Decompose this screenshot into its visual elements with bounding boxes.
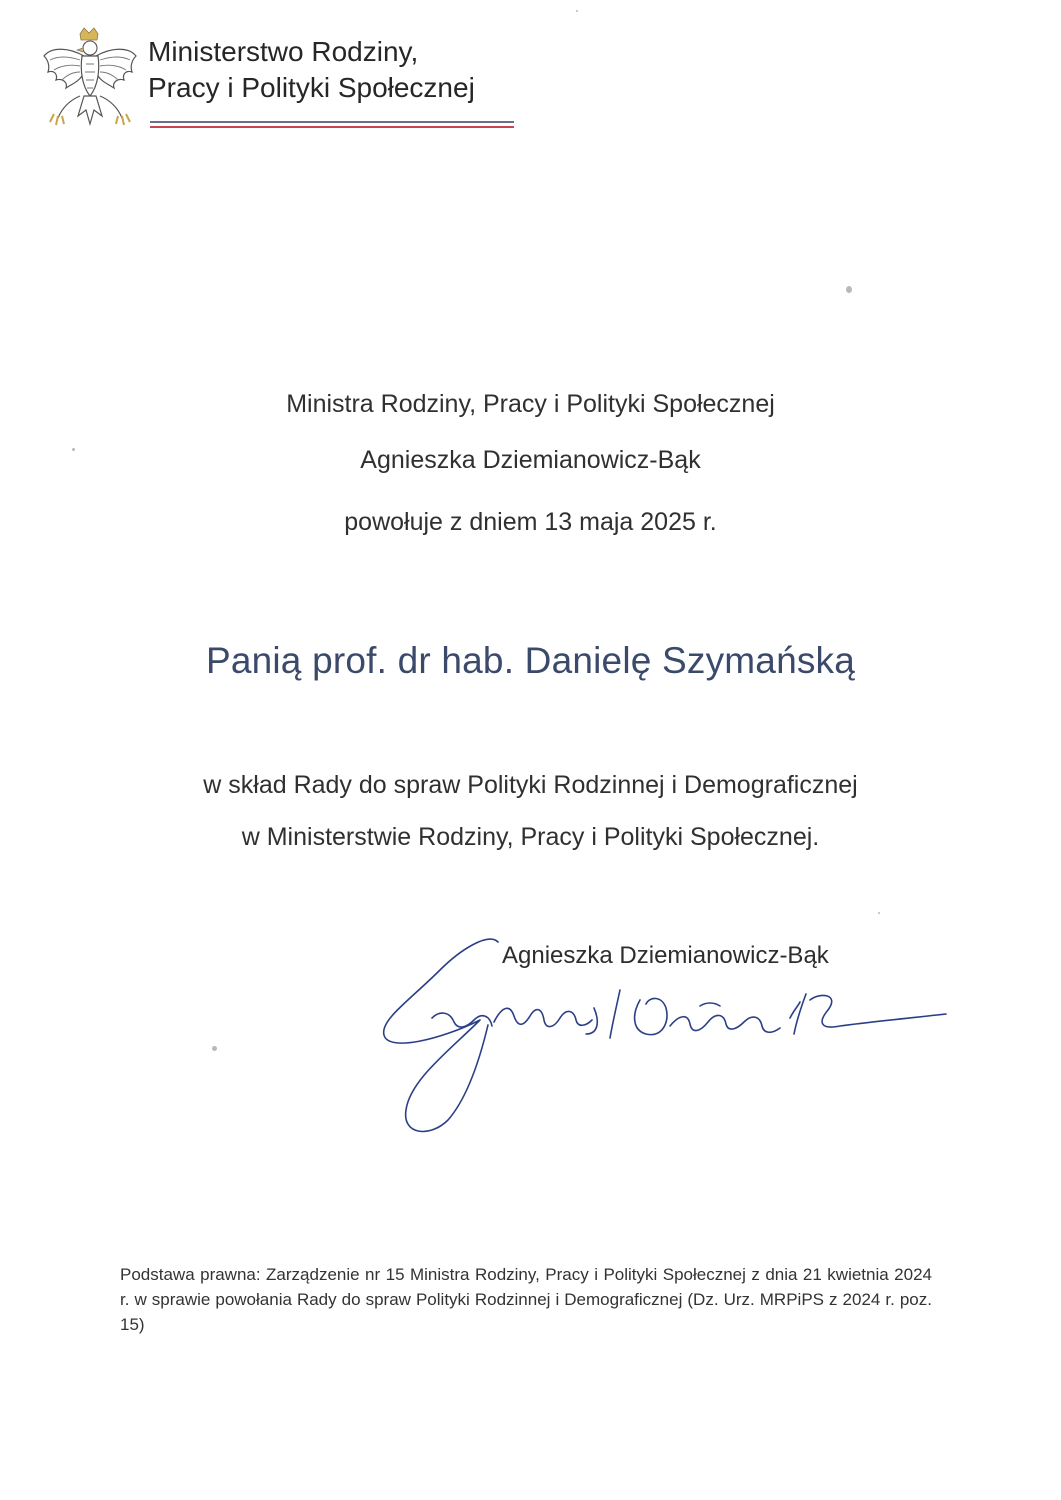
- divider-line-red: [150, 126, 514, 128]
- scan-speck: [878, 912, 880, 914]
- appointment-date-line: powołuje z dniem 13 maja 2025 r.: [344, 508, 717, 536]
- purpose-line-2: w Ministerstwie Rodziny, Pracy i Polityki Społecznej.: [241, 823, 820, 851]
- polish-eagle-icon: [40, 26, 138, 130]
- appointee-name: Panią prof. dr hab. Danielę Szymańską: [205, 640, 856, 681]
- issuer-line: Ministra Rodziny, Pracy i Polityki Społecznej: [286, 390, 775, 418]
- scan-speck: [846, 286, 852, 293]
- letterhead: [40, 26, 520, 136]
- signer-name: Agnieszka Dziemianowicz-Bąk: [502, 942, 829, 969]
- flag-divider: [150, 121, 514, 128]
- scan-speck: [212, 1046, 217, 1051]
- scan-speck: [72, 448, 75, 451]
- ministry-name-line2: Pracy i Polityki Społecznej: [148, 72, 475, 103]
- purpose-line-1: w skład Rady do spraw Polityki Rodzinnej i Demograficznej: [203, 771, 858, 799]
- ministry-name-line1: Ministerstwo Rodziny,: [148, 36, 419, 67]
- issuer-name: Agnieszka Dziemianowicz-Bąk: [360, 446, 701, 474]
- scan-speck: [576, 10, 578, 12]
- legal-basis: Podstawa prawna: Zarządzenie nr 15 Ministra Rodziny, Pracy i Polityki Społecznej z dnia 21 kwietnia 2024 r. w sprawie powołania Rady do spraw Polityki Rodzinnej i Demograficznej (Dz. Urz. MRPiPS z 2024 r. poz. 15): [120, 1265, 932, 1334]
- ministry-name: [148, 34, 475, 106]
- handwritten-signature-icon: [370, 930, 960, 1150]
- divider-line-grey: [150, 121, 514, 123]
